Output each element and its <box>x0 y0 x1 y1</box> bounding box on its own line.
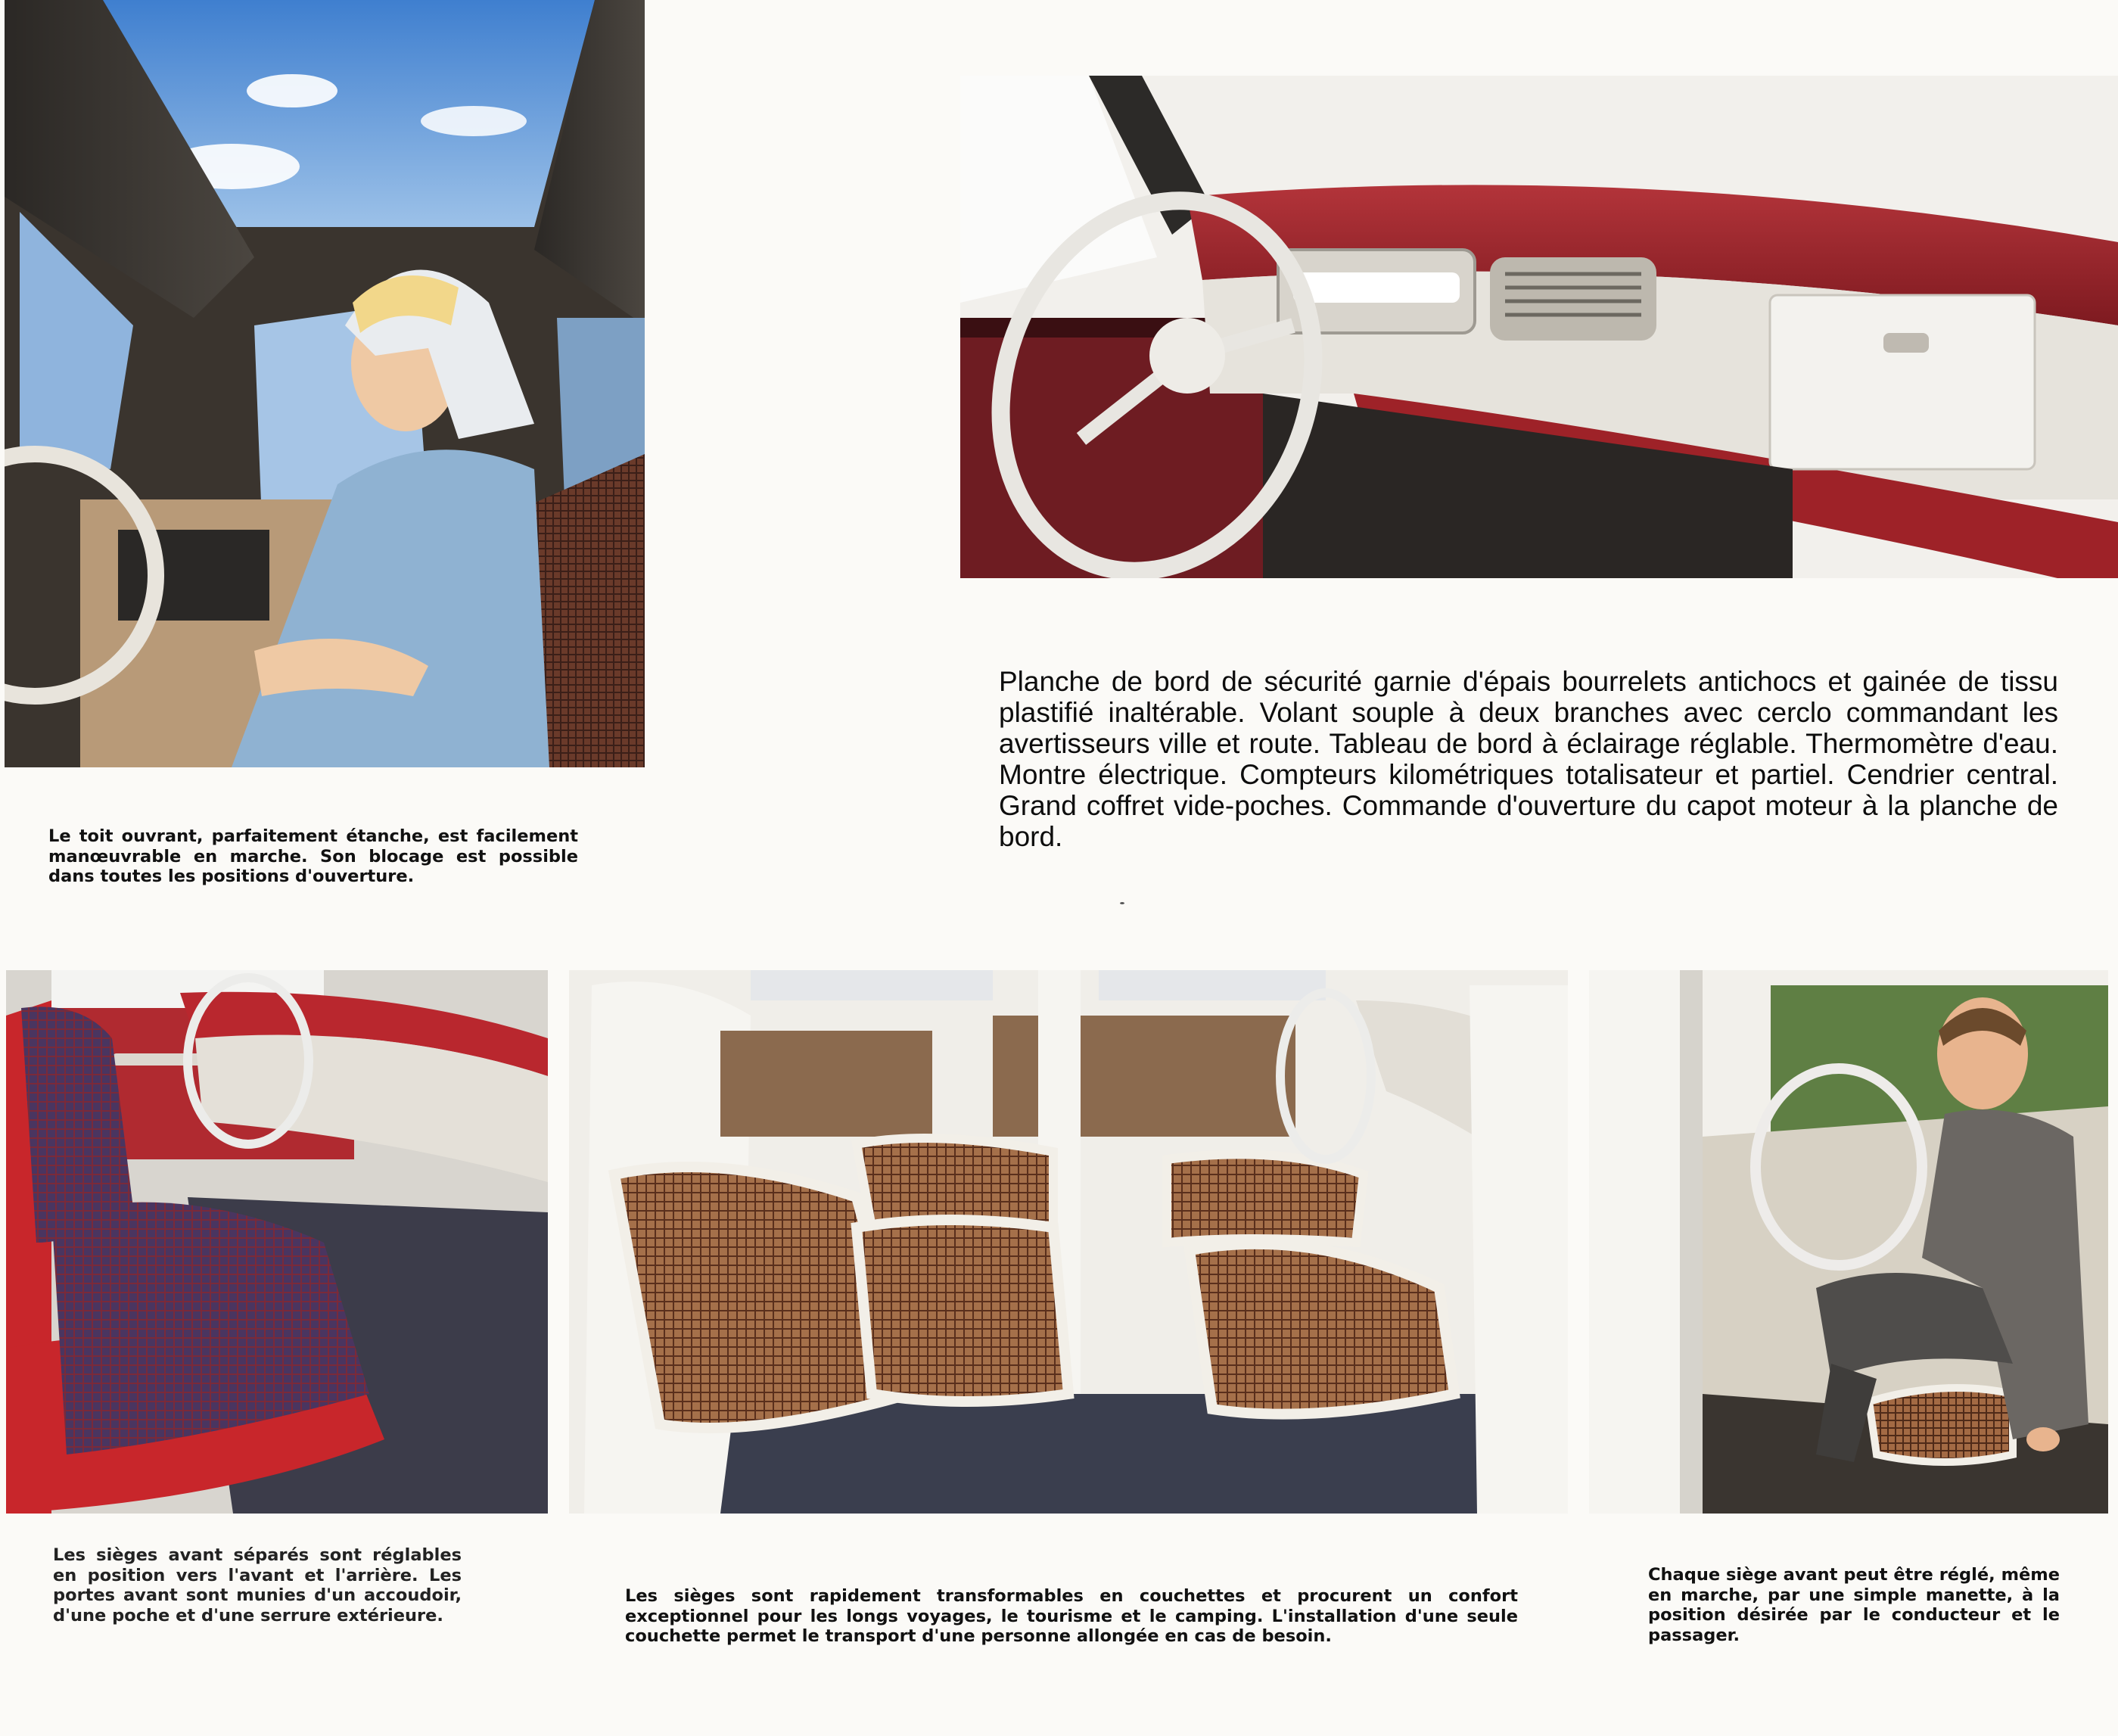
photo-driver <box>1589 970 2108 1514</box>
caption-seats: Les sièges avant séparés sont réglables en position vers l'avant et l'arrière. Les portes avant sont munies d'un accoudoir, d'une poche et d'une serrure extérieure. <box>53 1545 462 1626</box>
caption-driver: Chaque siège avant peut être réglé, même en marche, par une simple manette, à la position désirée par le conducteur et le passager. <box>1648 1565 2060 1645</box>
print-speck <box>1120 902 1124 904</box>
photo-dashboard <box>960 76 2118 578</box>
photo-sunroof <box>5 0 645 767</box>
caption-dashboard: Planche de bord de sécurité garnie d'épais bourrelets antichocs et gainée de tissu plastifié inaltérable. Volant souple à deux branches avec cerclo commandant les avertisseurs ville et route. Tableau de bord à éclairage réglable. Thermomètre d'eau. Montre électrique. Compteurs kilométriques totalisateur et partiel. Cendrier central. Grand coffret vide-poches. Commande d'ouverture du capot moteur à la planche de bord. <box>999 666 2058 852</box>
caption-couchettes: Les sièges sont rapidement transformables en couchettes et procurent un confort exceptionnel pour les longs voyages, le tourisme et le camping. L'installation d'une seule couchette permet le transport d'une personne allongée en cas de besoin. <box>625 1586 1518 1646</box>
photo-couchettes <box>569 970 1568 1514</box>
caption-sunroof: Le toit ouvrant, parfaitement étanche, est facilement manœuvrable en marche. Son blocage est possible dans toutes les positions d'ouverture. <box>48 826 578 886</box>
photo-seats <box>6 970 548 1514</box>
